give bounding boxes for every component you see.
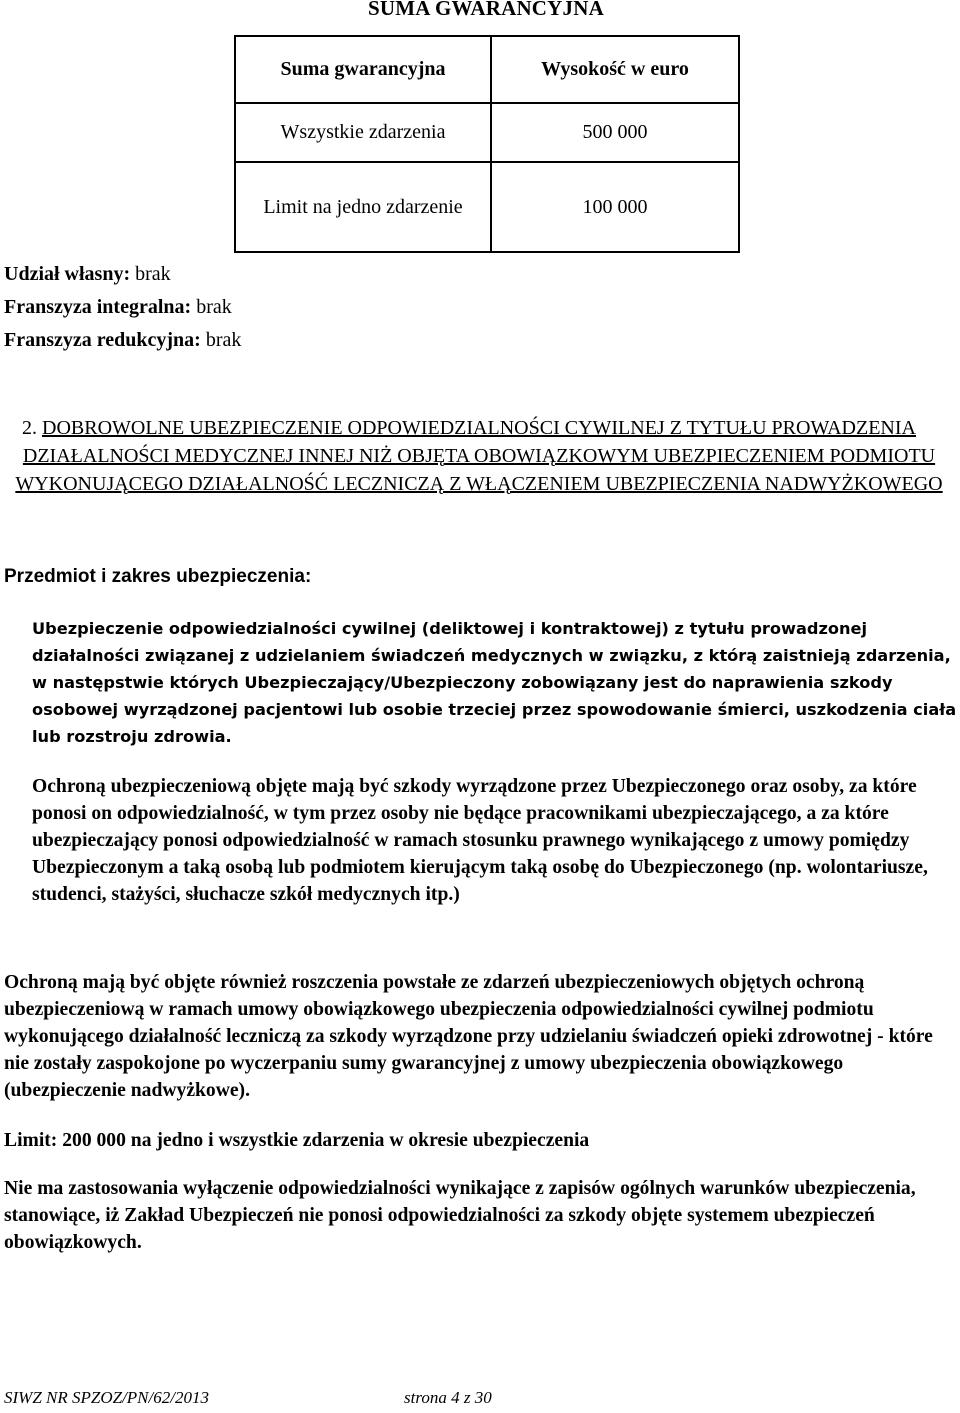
table-row (235, 162, 739, 252)
deductible-label: Udział własny: (4, 263, 131, 285)
section-title: SUMA GWARANCYJNA (368, 0, 604, 20)
table-header-row (235, 36, 739, 103)
heading-text: DOBROWOLNE UBEZPIECZENIE ODPOWIEDZIALNOŚCI CYWILNEJ Z TYTUŁU PROWADZENIA DZIAŁALNOŚCI MEDYCZNEJ INNEJ NIŻ OBJĘTA OBOWIĄZKOWYM UBEZPIECZENIEM PODMIOTU WYKONUJĄCEGO DZIAŁALNOŚĆ LECZNICZĄ Z WŁĄCZENIEM UBEZPIECZENIA NADWYŻKOWEGO (15, 417, 943, 495)
paragraph: Nie ma zastosowania wyłączenie odpowiedzialności wynikające z zapisów ogólnych warunków ubezpieczenia, stanowiące, iż Zakład Ubezpieczeń nie ponosi odpowiedzialności za szkody objęte systemem ubezpieczeń obowiązkowych. (4, 1178, 916, 1253)
table-cell-label: Limit na jedno zdarzenie (235, 162, 491, 252)
table-cell-value: 100 000 (491, 162, 739, 252)
footer-page-number: strona 4 z 30 (404, 1388, 492, 1407)
deductible-line (4, 329, 241, 352)
heading-number: 2. (22, 417, 37, 439)
table-cell-label: Wszystkie zdarzenia (235, 103, 491, 162)
table-row (235, 103, 739, 162)
deductible-value: brak (191, 296, 232, 318)
deductible-line (4, 296, 232, 319)
table-header-cell: Suma gwarancyjna (235, 36, 491, 103)
subheading: Przedmiot i zakres ubezpieczenia: (4, 566, 312, 587)
deductible-value: brak (130, 263, 171, 285)
page-footer (4, 1388, 492, 1408)
paragraph: Ochroną ubezpieczeniową objęte mają być szkody wyrządzone przez Ubezpieczonego oraz osoby, za które ponosi on odpowiedzialność, w tym przez osoby nie będące pracownikami ubezpieczającego, a za które ubezpieczający ponosi odpowiedzialność w ramach stosunku prawnego wynikającego z umowy pomiędzy Ubezpieczonym a taką osobą lub podmiotem kierującym taką osobę do Ubezpieczonego (np. wolontariusze, studenci, stażyści, słuchacze szkół medycznych itp.) (32, 776, 928, 905)
paragraph: Ubezpieczenie odpowiedzialności cywilnej (deliktowej i kontraktowej) z tytułu prowadzonej działalności związanej z udzielaniem świadczeń medycznych w związku, z którą zaistnieją zdarzenia, w następstwie których Ubezpieczający/Ubezpieczony zobowiązany jest do naprawienia szkody osobowej wyrządzonej pacjentowi lub osobie trzeciej przez spowodowanie śmierci, uszkodzenia ciała lub rozstroju zdrowia. (32, 619, 957, 746)
table-header-cell: Wysokość w euro (491, 36, 739, 103)
deductible-label: Franszyza redukcyjna: (4, 329, 201, 351)
guarantee-table (234, 35, 740, 253)
deductible-label: Franszyza integralna: (4, 296, 192, 318)
table-cell-value: 500 000 (491, 103, 739, 162)
footer-doc-ref: SIWZ NR SPZOZ/PN/62/2013 (4, 1388, 209, 1407)
section-heading (4, 414, 954, 498)
paragraph: Ochroną mają być objęte również roszczenia powstałe ze zdarzeń ubezpieczeniowych objętych ochroną ubezpieczeniową w ramach umowy obowiązkowego ubezpieczenia odpowiedzialności cywilnej podmiotu wykonującego działalność leczniczą za szkody wyrządzone przy udzielaniu świadczeń opieki zdrowotnej - które nie zostały zaspokojone po wyczerpaniu sumy gwarancyjnej z umowy ubezpieczenia obowiązkowego (ubezpieczenie nadwyżkowe). (4, 972, 933, 1101)
limit-paragraph: Limit: 200 000 na jedno i wszystkie zdarzenia w okresie ubezpieczenia (4, 1130, 590, 1151)
deductible-value: brak (200, 329, 242, 351)
deductible-line (4, 263, 171, 286)
